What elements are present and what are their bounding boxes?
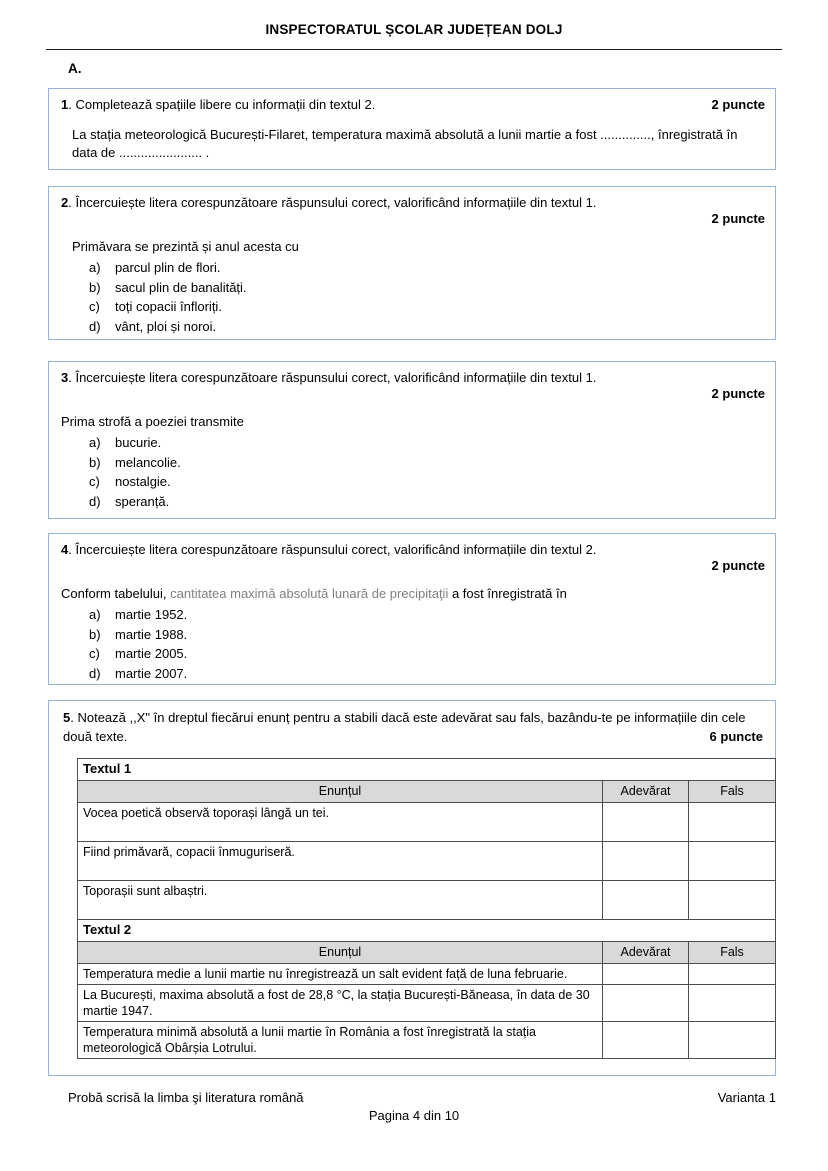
choice-item[interactable] <box>89 258 765 278</box>
choice-item[interactable] <box>89 492 765 512</box>
choice-item[interactable] <box>89 605 765 625</box>
choice-label: b) <box>89 454 101 470</box>
column-header-statement: Enunțul <box>78 942 603 964</box>
row-statement: Toporașii sunt albaștri. <box>78 881 603 920</box>
choice-text: bucurie. <box>115 435 162 450</box>
choice-text: parcul plin de flori. <box>115 260 221 275</box>
question-1-prompt: . Completează spațiile libere cu informații din textul 2. <box>68 97 376 112</box>
choice-label: b) <box>89 626 101 642</box>
row-statement: Vocea poetică observă toporași lângă un tei. <box>78 803 603 842</box>
choice-item[interactable] <box>89 644 765 664</box>
choice-text: martie 1952. <box>115 607 188 622</box>
table-row <box>78 881 776 920</box>
question-4-number: 4 <box>61 542 69 557</box>
question-3-points: 2 puncte <box>711 386 765 401</box>
choice-label: c) <box>89 646 100 661</box>
choice-text: martie 2007. <box>115 665 188 681</box>
footer-left-text: Probă scrisă la limba şi literatura română <box>68 1090 304 1105</box>
choice-item[interactable] <box>89 472 765 492</box>
table-group-title-row <box>78 759 776 781</box>
choice-label: d) <box>89 318 101 334</box>
question-5-prompt-row <box>63 708 765 746</box>
row-true-cell[interactable] <box>603 985 689 1022</box>
choice-item[interactable] <box>89 297 765 317</box>
question-1-box <box>48 88 776 170</box>
column-header-true: Adevărat <box>603 781 689 803</box>
table-row <box>78 985 776 1022</box>
table-row <box>78 1022 776 1059</box>
question-2-box <box>48 186 776 340</box>
row-statement: La București, maxima absolută a fost de 28,8 °C, la stația București-Băneasa, în data de 30 martie 1947. <box>78 985 603 1022</box>
row-true-cell[interactable] <box>603 803 689 842</box>
choice-text: speranță. <box>115 493 170 509</box>
question-2-stem: Primăvara se prezintă și anul acesta cu <box>72 239 299 254</box>
question-4-prompt-row <box>61 541 765 558</box>
choice-text: toți copacii înfloriți. <box>115 299 222 314</box>
column-header-false: Fals <box>689 781 776 803</box>
true-false-table <box>77 758 776 1059</box>
choice-item[interactable] <box>89 317 765 337</box>
question-5-points: 6 puncte <box>709 729 763 744</box>
row-true-cell[interactable] <box>603 881 689 920</box>
row-statement: Temperatura minimă absolută a lunii martie în România a fost înregistrată la stația meteorologică Obârșia Lotrului. <box>78 1022 603 1059</box>
choice-text: vânt, ploi și noroi. <box>115 318 217 334</box>
question-1-body: La stația meteorologică București-Filaret, temperatura maximă absolută a lunii martie a fost .............., înregistrată în data de ....................... . <box>72 127 738 160</box>
question-3-number: 3 <box>61 370 69 385</box>
choice-label: c) <box>89 474 100 489</box>
table-row <box>78 803 776 842</box>
question-1-points: 2 puncte <box>711 97 765 112</box>
question-4-box <box>48 533 776 685</box>
question-3-stem: Prima strofă a poeziei transmite <box>61 414 244 429</box>
question-3-prompt: . Încercuiește litera corespunzătoare răspunsului corect, valorificând informațiile din textul 1. <box>68 370 597 385</box>
question-4-stem-pre: Conform tabelului, <box>61 586 171 601</box>
column-header-false: Fals <box>689 942 776 964</box>
choice-item[interactable] <box>89 278 765 298</box>
table-row <box>78 842 776 881</box>
choice-text: martie 2005. <box>115 646 188 661</box>
question-2-choices <box>61 258 765 336</box>
row-true-cell[interactable] <box>603 1022 689 1059</box>
choice-item[interactable] <box>89 453 765 473</box>
row-false-cell[interactable] <box>689 842 776 881</box>
question-4-stem-post: a fost înregistrată în <box>448 586 567 601</box>
table-header-row <box>78 942 776 964</box>
table-row <box>78 964 776 985</box>
row-false-cell[interactable] <box>689 985 776 1022</box>
choice-label: c) <box>89 299 100 314</box>
row-false-cell[interactable] <box>689 881 776 920</box>
choice-text: melancolie. <box>115 454 181 470</box>
question-4-stem-highlight: cantitatea maximă absolută lunară de precipitaţii <box>170 586 449 601</box>
choice-item[interactable] <box>89 433 765 453</box>
question-4-stem <box>61 585 765 603</box>
row-false-cell[interactable] <box>689 803 776 842</box>
group-title: Textul 2 <box>78 920 776 942</box>
row-false-cell[interactable] <box>689 1022 776 1059</box>
column-header-statement: Enunțul <box>78 781 603 803</box>
choice-item[interactable] <box>89 664 765 684</box>
question-5-number: 5 <box>63 710 71 725</box>
choice-label: a) <box>89 435 101 450</box>
section-letter: A. <box>68 61 82 76</box>
table-group-title-row <box>78 920 776 942</box>
footer-right-text: Varianta 1 <box>717 1090 776 1105</box>
choice-label: d) <box>89 493 101 509</box>
column-header-true: Adevărat <box>603 942 689 964</box>
question-2-prompt-row <box>61 194 765 211</box>
choice-text: nostalgie. <box>115 474 171 489</box>
question-1-number: 1 <box>61 97 69 112</box>
group-title: Textul 1 <box>78 759 776 781</box>
choice-text: martie 1988. <box>115 626 188 642</box>
question-4-points: 2 puncte <box>711 558 765 573</box>
question-2-prompt: . Încercuiește litera corespunzătoare răspunsului corect, valorificând informațiile din textul 1. <box>68 195 597 210</box>
question-3-box <box>48 361 776 519</box>
choice-label: a) <box>89 607 101 622</box>
row-statement: Fiind primăvară, copacii înmuguriseră. <box>78 842 603 881</box>
question-3-prompt-row <box>61 369 765 386</box>
header-divider <box>46 49 782 50</box>
table-header-row <box>78 781 776 803</box>
row-statement: Temperatura medie a lunii martie nu înregistrează un salt evident față de luna februarie. <box>78 964 603 985</box>
question-2-points: 2 puncte <box>711 211 765 226</box>
question-4-prompt: . Încercuiește litera corespunzătoare răspunsului corect, valorificând informațiile din textul 2. <box>68 542 597 557</box>
choice-text: sacul plin de banalități. <box>115 279 247 295</box>
question-5-prompt: . Notează ,,X" în dreptul fiecărui enunț pentru a stabili dacă este adevărat sau fals, bazându-te pe informațiile din cele două texte. <box>63 710 746 744</box>
choice-label: b) <box>89 279 101 295</box>
choice-item[interactable] <box>89 625 765 645</box>
row-true-cell[interactable] <box>603 964 689 985</box>
page-title: INSPECTORATUL ȘCOLAR JUDEȚEAN DOLJ <box>265 22 563 37</box>
row-true-cell[interactable] <box>603 842 689 881</box>
question-4-choices <box>61 605 765 683</box>
question-5-box <box>48 700 776 1076</box>
question-2-number: 2 <box>61 195 69 210</box>
footer-page-number: Pagina 4 din 10 <box>368 1108 460 1123</box>
choice-label: d) <box>89 665 101 681</box>
choice-label: a) <box>89 260 101 275</box>
question-1-prompt-row <box>61 96 765 113</box>
row-false-cell[interactable] <box>689 964 776 985</box>
question-3-choices <box>61 433 765 511</box>
